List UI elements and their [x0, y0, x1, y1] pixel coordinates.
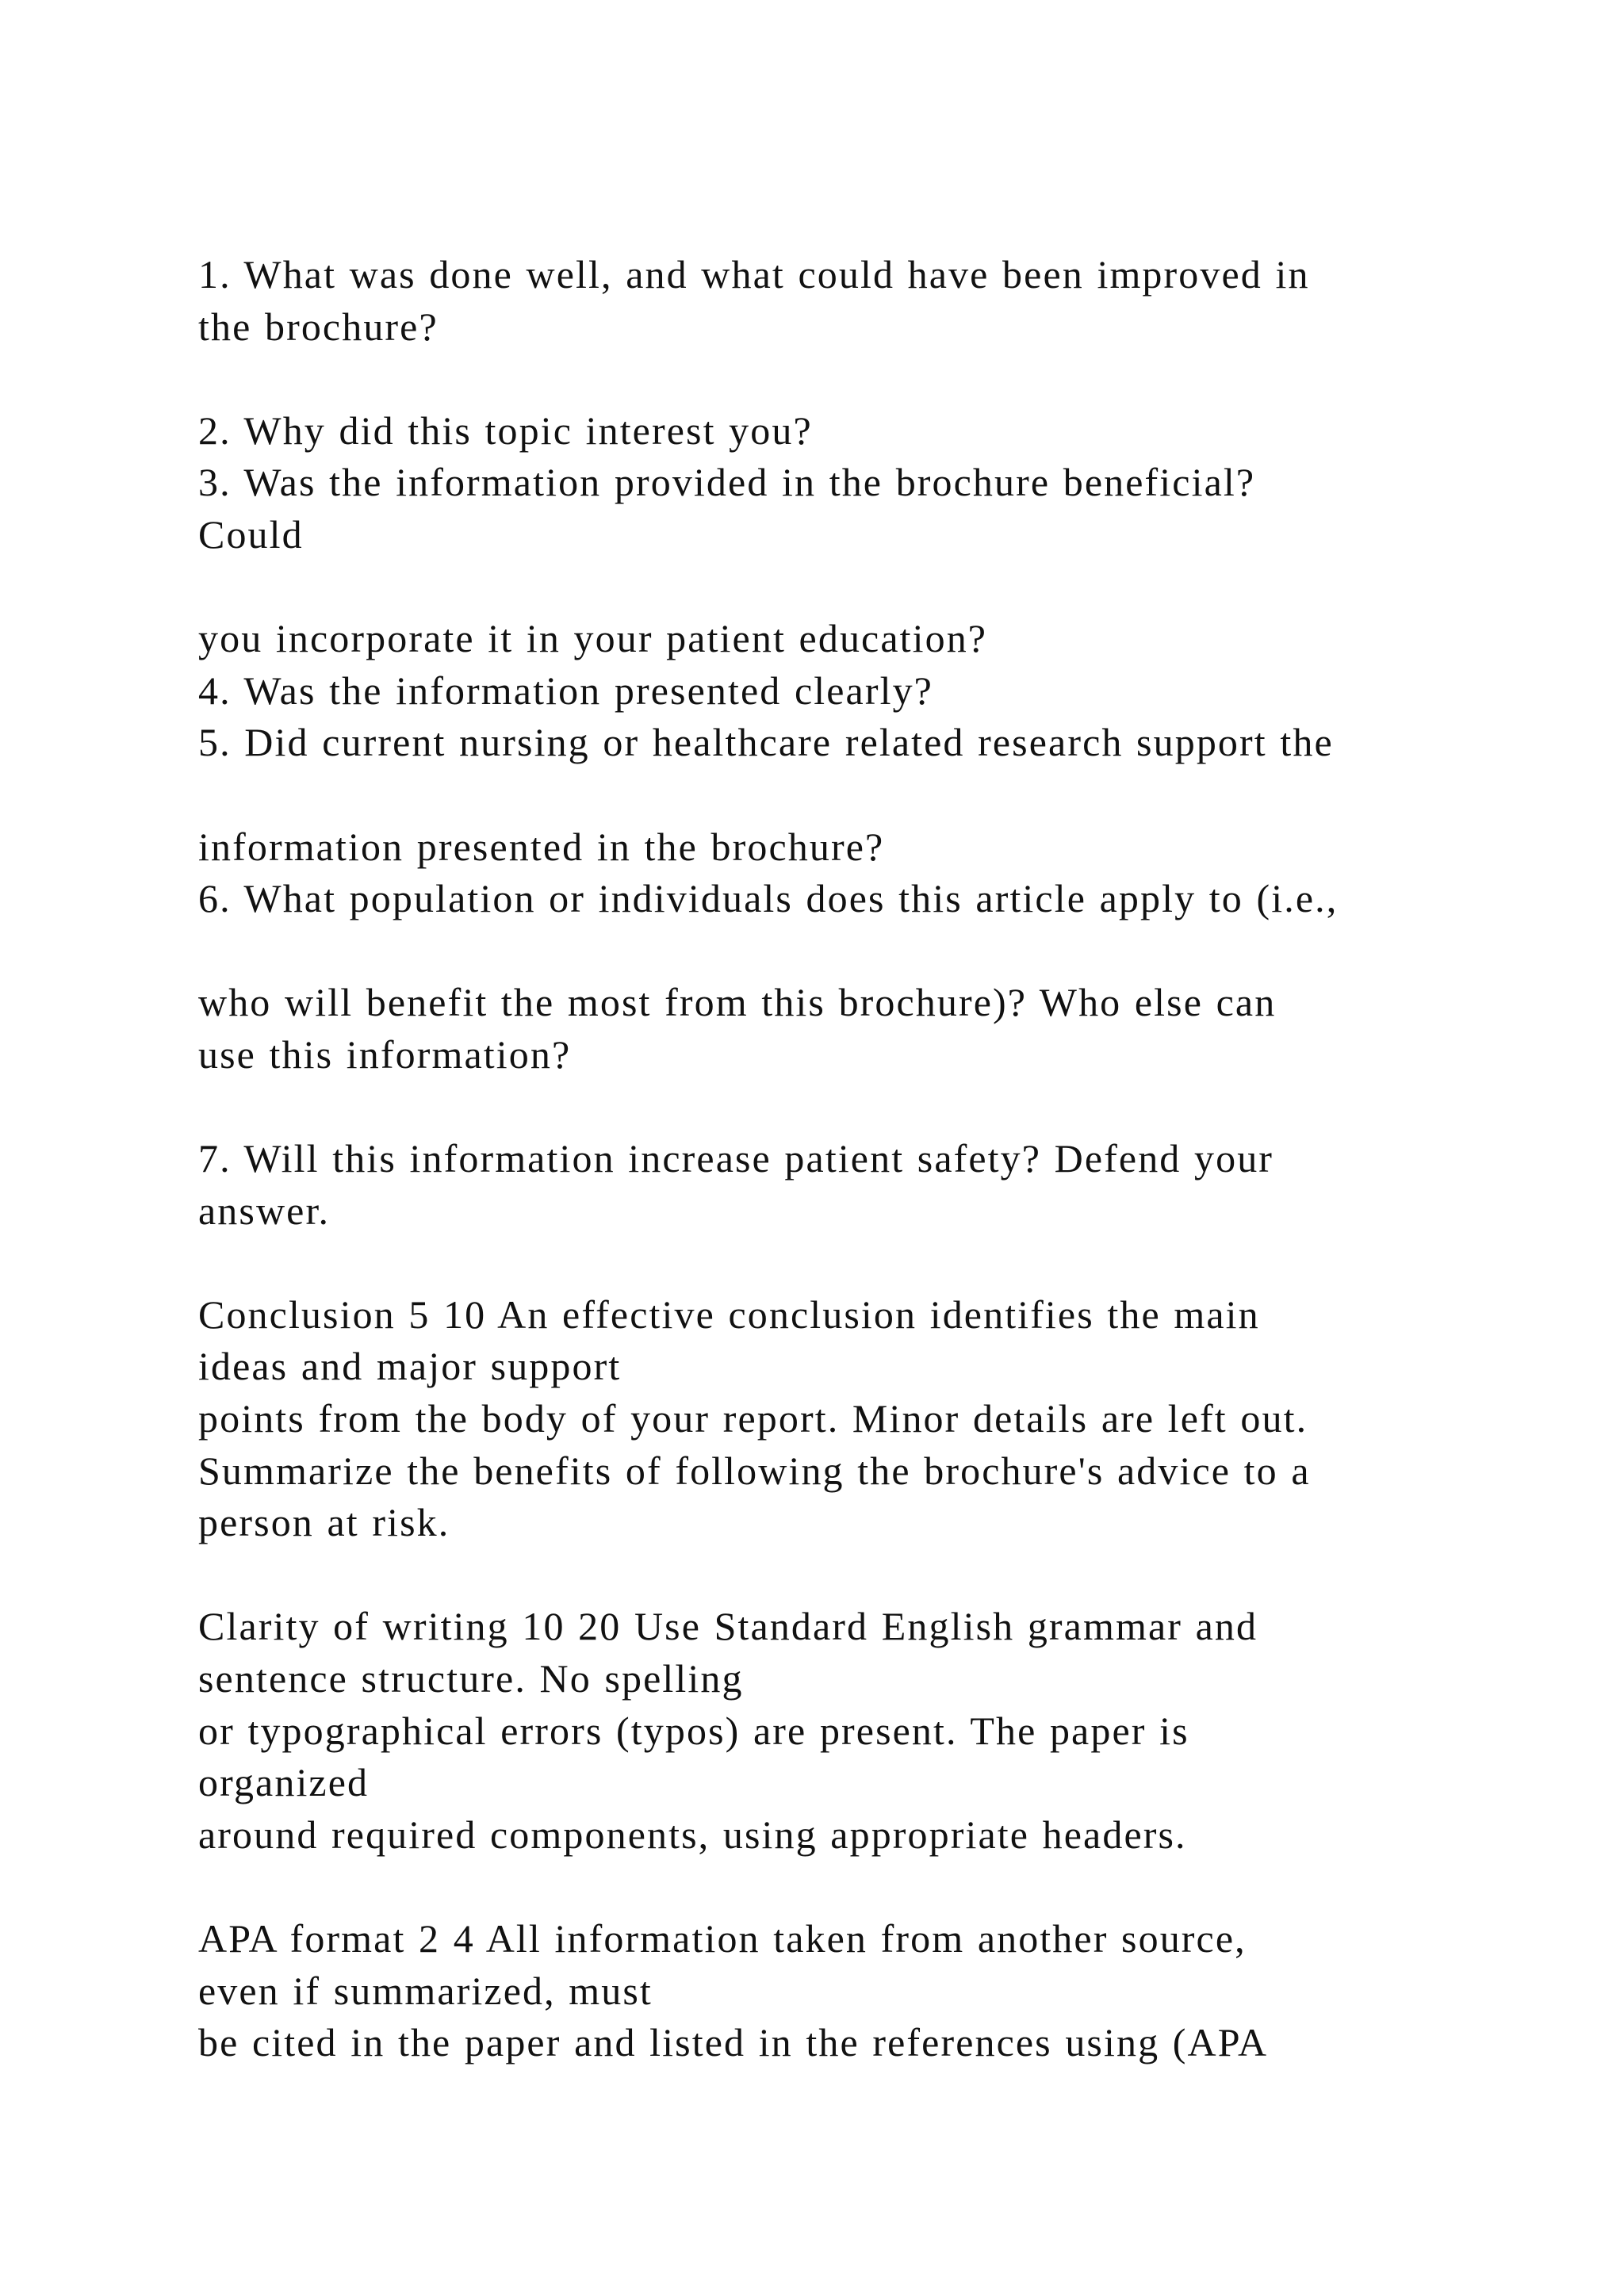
text-line: organized	[198, 1760, 370, 1805]
document-body	[198, 249, 1546, 2069]
text-line: sentence structure. No spelling	[198, 1656, 744, 1701]
text-line: Could	[198, 511, 304, 557]
text-line: Conclusion 5 10 An effective conclusion identifies the main	[198, 1292, 1260, 1337]
text-line: even if summarized, must	[198, 1968, 653, 2013]
blank-line	[198, 925, 1546, 978]
text-line: the brochure?	[198, 304, 439, 349]
text-line: use this information?	[198, 1031, 572, 1077]
text-line: APA format 2 4 All information taken from another source,	[198, 1916, 1247, 1961]
text-line: 5. Did current nursing or healthcare related research support the	[198, 720, 1334, 765]
text-line: information presented in the brochure?	[198, 824, 885, 869]
text-line: 7. Will this information increase patient safety? Defend your	[198, 1136, 1274, 1181]
text-line: you incorporate it in your patient education?	[198, 616, 988, 661]
text-line: 4. Was the information presented clearly?	[198, 668, 933, 713]
text-line: or typographical errors (typos) are present. The paper is	[198, 1708, 1189, 1753]
blank-line	[198, 769, 1546, 821]
text-line: 2. Why did this topic interest you?	[198, 408, 813, 453]
text-line: who will benefit the most from this brochure)? Who else can	[198, 980, 1277, 1025]
blank-line	[198, 1861, 1546, 1913]
text-line: points from the body of your report. Minor details are left out.	[198, 1396, 1308, 1441]
text-line: answer.	[198, 1188, 331, 1233]
blank-line	[198, 353, 1546, 405]
text-line: ideas and major support	[198, 1344, 622, 1389]
text-line: person at risk.	[198, 1500, 450, 1545]
blank-line	[198, 1549, 1546, 1601]
blank-line	[198, 1081, 1546, 1134]
text-line: Summarize the benefits of following the brochure's advice to a	[198, 1448, 1311, 1493]
text-line: 1. What was done well, and what could have been improved in	[198, 252, 1310, 297]
text-line: Clarity of writing 10 20 Use Standard English grammar and	[198, 1604, 1258, 1649]
blank-line	[198, 561, 1546, 614]
text-line: 3. Was the information provided in the brochure beneficial?	[198, 460, 1256, 505]
text-line: around required components, using appropriate headers.	[198, 1812, 1187, 1857]
text-line: 6. What population or individuals does this article apply to (i.e.,	[198, 876, 1339, 921]
text-line: be cited in the paper and listed in the references using (APA	[198, 2020, 1269, 2065]
blank-line	[198, 1237, 1546, 1289]
